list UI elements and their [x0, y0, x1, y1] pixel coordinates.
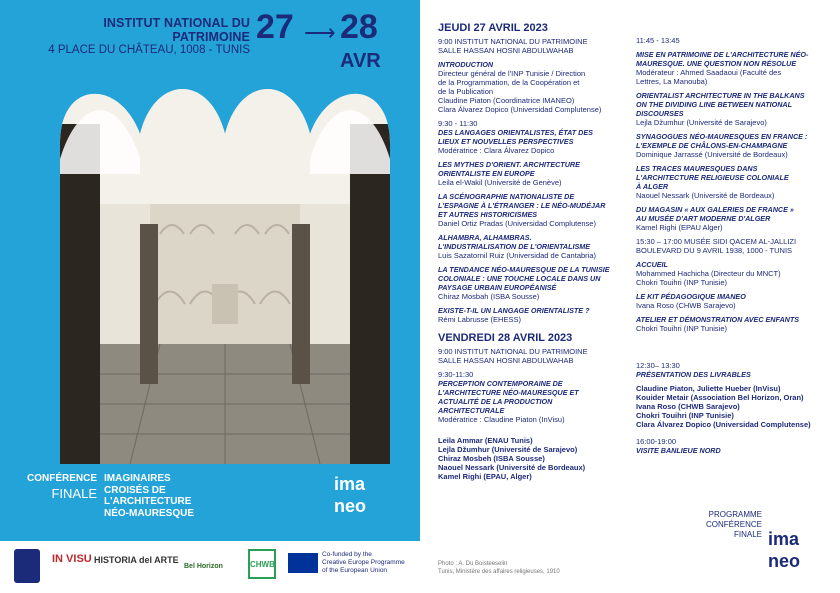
institution-name: INSTITUT NATIONAL DU PATRIMOINE [103, 16, 250, 44]
programme-footer: PROGRAMME CONFÉRENCE FINALE [705, 510, 762, 539]
historia-logo: HISTORIA del ARTE [94, 555, 179, 565]
svg-text:ima: ima [334, 474, 366, 494]
title-line-4: NÉO-MAURESQUE [104, 507, 195, 519]
date-end: 28 [340, 8, 378, 46]
event-title [104, 473, 194, 519]
courtyard-photo [60, 84, 390, 464]
arrow-icon: ⟶ [304, 20, 336, 45]
photo-credit: Photo : A. Du Boisteeselin Tunis, Ministère des affaires religieuses, 1910 [438, 561, 560, 575]
eu-flag-icon [288, 553, 318, 573]
title-line-3: L'ARCHITECTURE [104, 496, 192, 507]
eu-cofunding-text: Co-funded by the Creative Europe Programme of the European Union [322, 551, 405, 574]
chwb-logo: CHWB [248, 549, 276, 579]
bel-horizon-logo: Bel Horizon [184, 563, 223, 570]
date-month: AVR [340, 50, 381, 72]
svg-text:neo: neo [768, 551, 801, 571]
date-start: 27 [256, 8, 294, 46]
badge-finale: FINALE [51, 486, 97, 501]
inp-logo-icon [14, 549, 40, 583]
imaneo-logo-footer [764, 525, 816, 573]
invisu-logo: IN VISU [52, 553, 92, 565]
day2-heading: VENDREDI 28 AVRIL 2023 [438, 332, 573, 344]
svg-text:neo: neo [334, 496, 367, 516]
badge-conference: CONFÉRENCE [26, 473, 97, 484]
poster-panel [0, 0, 420, 541]
program-column-2: 11:45 - 13:45 MISE EN PATRIMOINE DE L'ARCHITECTURE NÉO- MAURESQUE. UNE QUESTION NON RÉSOLUE Modérateur : Ahmed Saadaoui (Faculté des Lettres, La Manouba) ORIENTALIST ARCHITECTURE IN THE BALKANS ON THE DIVIDING LINE BETWEEN NATIONAL DISCOURSES Lejla Džumhur (Université de Sarajevo) SYNAGOGUES NÉO-MAURESQUES EN FRANCE : L'EXEMPLE DE CHÂLONS-EN-CHAMPAGNE Dominique Jarrassé (Université de Bordeaux) LES TRACES MAURESQUES DANS L'ARCHITECTURE RELIGIEUSE COLONIALE À ALGER Naouel Nessark (Université de Bordeaux) DU MAGASIN « AUX GALERIES DE FRANCE » AU MUSÉE D'ART MODERNE D'ALGER Kamel Righi (EPAU Alger) 15:30 – 17:00 MUSÉE SIDI QACEM AL-JALLIZI BOULEVARD DU 9 AVRIL 1938, 1000 - TUNIS ACCUEIL Mohammed Hachicha (Directeur du MNCT) Chokri Touihri (INP Tunisie) LE KIT PÉDAGOGIQUE IMANEO Ivana Roso (CHWB Sarajevo) ATELIER ET DÉMONSTRATION AVEC ENFANTS Chokri Touihri (INP Tunisie) 12:30– 13:30 PRÉSENTATION DES LIVRABLES Claudine Piaton, Juliette Hueber (InVisu) Kouider Metair (Association Bel Horizon, Oran) Ivana Roso (CHWB Sarajevo) Chokri Touihri (INP Tunisie) Clara Álvarez Dopico (Universidad Complutense) 16:00-19:00 VISITE BANLIEUE NORD [636, 36, 811, 455]
partner-logos [0, 541, 430, 593]
title-line-2: CROISÉS DE [104, 484, 166, 496]
institution-address: 4 PLACE DU CHÂTEAU, 1008 - TUNIS [48, 44, 250, 56]
program-column-1: JEUDI 27 AVRIL 2023 9:00 INSTITUT NATIONAL DU PATRIMOINE SALLE HASSAN HOSNI ABDULWAHAB INTRODUCTION Directeur général de l'INP Tunisie / Direction de la Programmation, de la Coopération et de la Publication Claudine Piaton (Coordinatrice IMANEO) Clara Álvarez Dopico (Universidad Complutense) 9:30 - 11:30 DES LANGAGES ORIENTALISTES, ÉTAT DES LIEUX ET NOUVELLES PERSPECTIVES Modératrice : Clara Álvarez Dopico LES MYTHES D'ORIENT. ARCHITECTURE ORIENTALISTE EN EUROPE Leila el-Wakil (Université de Genève) LA SCÉNOGRAPHIE NATIONALISTE DE L'ESPAGNE À L'ÉTRANGER : LE NÉO-MUDÉJAR ET AUTRES HISTORICISMES Daniel Ortiz Pradas (Universidad Complutense) ALHAMBRA, ALHAMBRAS. L'INDUSTRIALISATION DE L'ORIENTALISME Luis Sazatornil Ruiz (Universidad de Cantabria) LA TENDANCE NÉO-MAURESQUE DE LA TUNISIE COLONIALE : UNE TOUCHE LOCALE DANS UN PAYSAGE URBAIN EUROPÉANISÉ Chiraz Mosbah (ISBA Sousse) EXISTE-T-IL UN LANGAGE ORIENTALISTE ? Rémi Labrusse (EHESS) VENDREDI 28 AVRIL 2023 9:00 INSTITUT NATIONAL DU PATRIMOINE SALLE HASSAN HOSNI ABDULWAHAB 9:30-11:30 PERCEPTION CONTEMPORAINE DE L'ARCHITECTURE NÉO-MAURESQUE ET ACTUALITÉ DE LA PRODUCTION ARCHITECTURALE Modératrice : Claudine Piaton (InVisu) Leila Ammar (ENAU Tunis) Lejla Džumhur (Université de Sarajevo) Chiraz Mosbeh (ISBA Sousse) Naouel Nessark (Université de Bordeaux) Kamel Righi (EPAU, Alger) [438, 24, 616, 481]
title-line-1: IMAGINAIRES [104, 473, 171, 484]
day1-heading: JEUDI 27 AVRIL 2023 [438, 22, 548, 34]
svg-text:ima: ima [768, 529, 800, 549]
venue-header [40, 16, 250, 56]
imaneo-logo [328, 470, 380, 518]
